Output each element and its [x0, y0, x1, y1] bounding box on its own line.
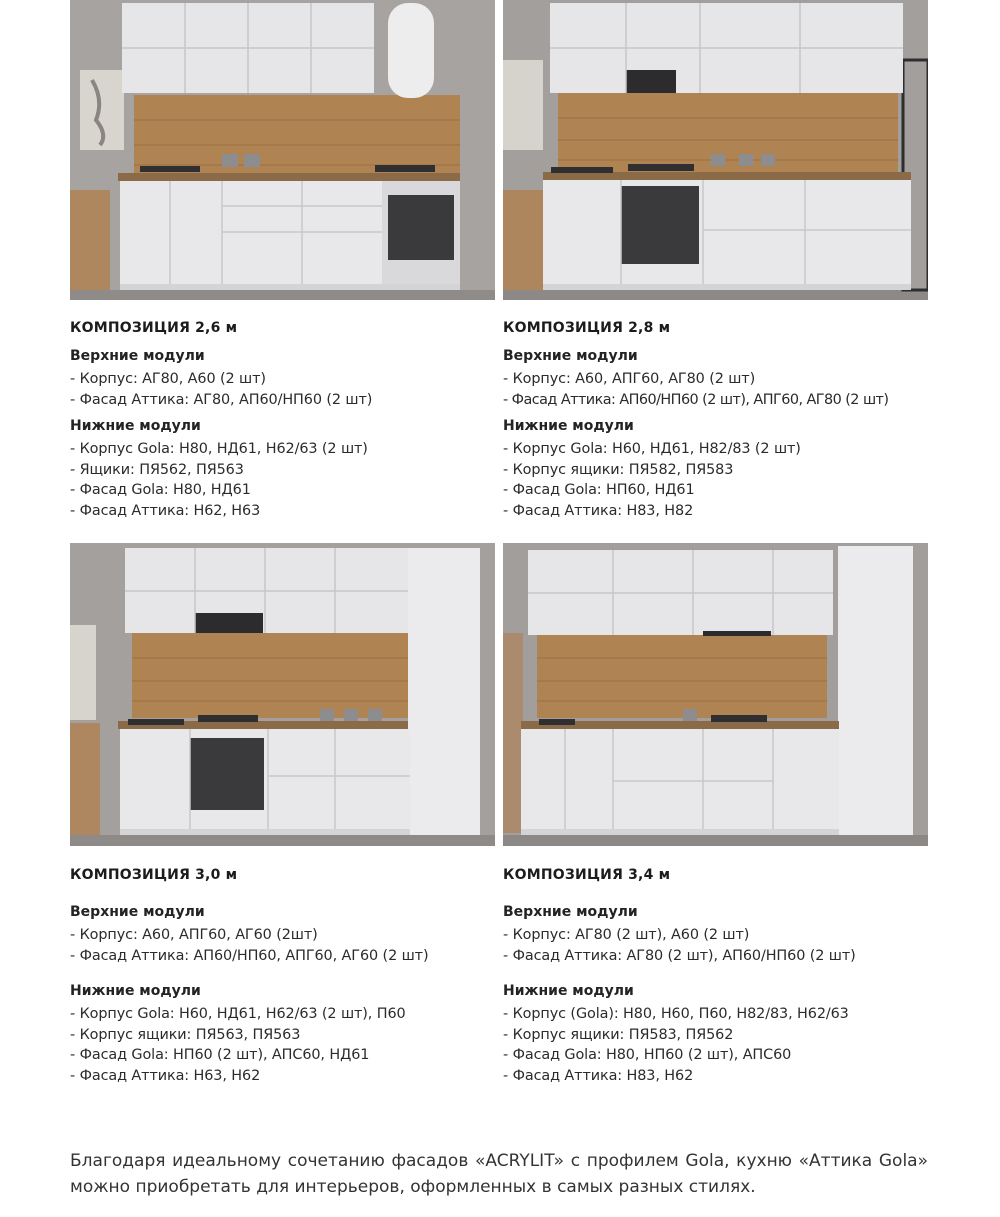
composition-title: КОМПОЗИЦИЯ 2,6 м: [70, 320, 238, 336]
kitchen-photo-2-8: [503, 0, 928, 300]
list-item: - Корпус: А60, АПГ60, АГ80 (2 шт): [503, 371, 756, 387]
composition-2-6: [70, 320, 372, 521]
upper-modules-list: [70, 925, 428, 966]
list-item: - Фасад Аттика: Н83, Н62: [503, 1067, 694, 1084]
upper-modules-list: [503, 925, 856, 966]
list-item: - Корпус Gola: Н60, НД61, Н82/83 (2 шт): [503, 441, 801, 457]
list-item: - Фасад Gola: Н80, НП60 (2 шт), АПС60: [503, 1047, 792, 1063]
list-item: - Фасад Аттика: АГ80 (2 шт), АП60/НП60 (2 шт): [503, 947, 856, 964]
list-item: - Фасад Аттика: АП60/НП60 (2 шт), АПГ60, АГ80 (2 шт): [503, 391, 889, 408]
upper-modules-list: [503, 369, 888, 410]
kitchen-photo-3-0: [70, 543, 495, 846]
list-item: - Фасад Аттика: Н63, Н62: [70, 1067, 261, 1084]
list-item: - Фасад Gola: Н80, НД61: [70, 482, 251, 498]
composition-title: КОМПОЗИЦИЯ 3,4 м: [503, 867, 671, 883]
list-item: - Корпус (Gola): Н80, Н60, П60, Н82/83, Н62/63: [503, 1006, 849, 1022]
list-item: - Фасад Gola: НП60 (2 шт), АПС60, НД61: [70, 1047, 370, 1063]
lower-modules-heading: Нижние модули: [503, 418, 634, 434]
list-item: - Фасад Аттика: Н62, Н63: [70, 502, 261, 519]
list-item: - Ящики: ПЯ562, ПЯ563: [70, 461, 244, 478]
kitchen-photo-2-6: [70, 0, 495, 300]
closing-paragraph: Благодаря идеальному сочетанию фасадов «ACRYLIT» с профилем Gola, кухню «Аттика Gola» можно приобретать для интерьеров, оформленных в самых разных стилях.: [70, 1151, 928, 1197]
upper-modules-heading: Верхние модули: [503, 904, 638, 920]
upper-modules-heading: Верхние модули: [503, 348, 638, 364]
composition-2-8: [503, 320, 888, 521]
composition-3-4: [503, 867, 856, 1086]
list-item: - Корпус Gola: Н60, НД61, Н62/63 (2 шт), П60: [70, 1006, 406, 1022]
list-item: - Фасад Аттика: Н83, Н82: [503, 502, 694, 519]
list-item: - Корпус ящики: ПЯ563, ПЯ563: [70, 1026, 301, 1043]
lower-modules-heading: Нижние модули: [70, 983, 201, 999]
kitchen-photo-3-4: [503, 543, 928, 846]
lower-modules-list: [503, 439, 888, 521]
list-item: - Корпус Gola: Н80, НД61, Н62/63 (2 шт): [70, 441, 368, 457]
list-item: - Фасад Аттика: АП60/НП60, АПГ60, АГ60 (2 шт): [70, 947, 429, 964]
lower-modules-list: [70, 1004, 428, 1086]
lower-modules-list: [70, 439, 372, 521]
list-item: - Фасад Gola: НП60, НД61: [503, 482, 695, 498]
composition-title: КОМПОЗИЦИЯ 3,0 м: [70, 867, 238, 883]
list-item: - Корпус ящики: ПЯ583, ПЯ562: [503, 1026, 734, 1043]
lower-modules-heading: Нижние модули: [503, 983, 634, 999]
upper-modules-heading: Верхние модули: [70, 904, 205, 920]
composition-title: КОМПОЗИЦИЯ 2,8 м: [503, 320, 671, 336]
list-item: - Корпус ящики: ПЯ582, ПЯ583: [503, 461, 734, 478]
list-item: - Корпус: А60, АПГ60, АГ60 (2шт): [70, 927, 318, 943]
upper-modules-heading: Верхние модули: [70, 348, 205, 364]
lower-modules-heading: Нижние модули: [70, 418, 201, 434]
list-item: - Фасад Аттика: АГ80, АП60/НП60 (2 шт): [70, 391, 373, 408]
lower-modules-list: [503, 1004, 856, 1086]
list-item: - Корпус: АГ80 (2 шт), А60 (2 шт): [503, 927, 750, 943]
list-item: - Корпус: АГ80, А60 (2 шт): [70, 371, 266, 387]
upper-modules-list: [70, 369, 372, 410]
composition-3-0: [70, 867, 428, 1086]
